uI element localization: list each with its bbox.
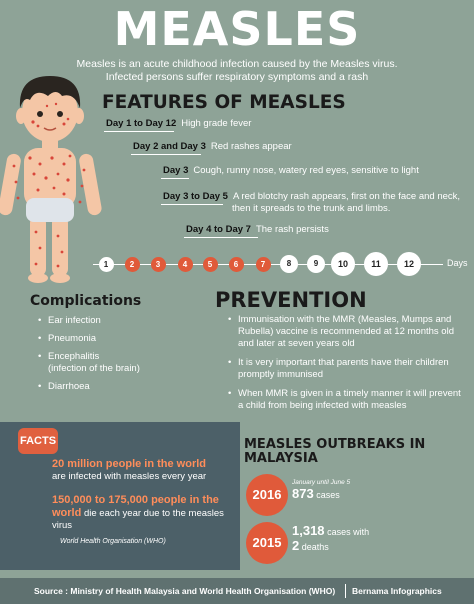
- footer-source: Source : Ministry of Health Malaysia and World Health Organisation (WHO): [34, 586, 336, 596]
- feature-text: Cough, runny nose, watery red eyes, sensitive to light: [193, 165, 419, 176]
- feature-day: Day 4 to Day 7: [186, 224, 251, 235]
- page-title: MEASLES: [113, 2, 361, 56]
- outbreak-count: 873: [292, 486, 314, 501]
- feature-line: [104, 131, 174, 132]
- footer: [0, 578, 474, 604]
- feature-day: Day 3 to Day 5: [163, 191, 228, 202]
- fact-highlight: world: [52, 507, 82, 519]
- feature-line: [161, 178, 189, 179]
- complications-title: Complications: [30, 293, 142, 309]
- year-badge-2016: 2016: [246, 474, 288, 516]
- feature-text: Red rashes appear: [210, 141, 292, 152]
- list-item: • Diarrhoea: [38, 381, 208, 393]
- timeline-day-7: 7: [256, 257, 271, 272]
- timeline-day-2: 2: [125, 257, 140, 272]
- list-item: • When MMR is given in a timely manner it will prevent a child from being infected with measles: [228, 388, 464, 412]
- outbreak-unit: cases with: [327, 527, 370, 537]
- fact-item: [52, 458, 232, 483]
- timeline-day-6: 6: [229, 257, 244, 272]
- fact-text: are infected with measles every year: [52, 471, 207, 482]
- list-item: • Encephalitis: [38, 351, 208, 363]
- fact-highlight: 20 million people in the world: [52, 458, 207, 470]
- fact-text: die each year due to the measles virus: [52, 508, 224, 531]
- feature-row: [133, 141, 292, 152]
- facts-badge: FACTS: [18, 428, 58, 454]
- days-label: Days: [447, 258, 468, 268]
- complications-list: [38, 315, 208, 393]
- fact-highlight: 150,000 to 175,000 people in the: [52, 494, 219, 506]
- list-item: • It is very important that parents have their children promptly immunised: [228, 357, 464, 381]
- timeline-day-4: 4: [178, 257, 193, 272]
- feature-day: Day 1 to Day 12: [106, 118, 177, 129]
- list-item: • Immunisation with the MMR (Measles, Mumps and Rubella) vaccine is recommended at 12 months old and later at seven years old: [228, 314, 464, 350]
- outbreak-note: January until June 5: [292, 479, 351, 486]
- timeline-day-1: 1: [99, 257, 114, 272]
- outbreak-count: 1,318: [292, 523, 325, 538]
- timeline-day-9: 9: [307, 255, 325, 273]
- feature-text: then it spreads to the trunk and limbs.: [232, 203, 391, 214]
- feature-row: [163, 191, 460, 202]
- features-title: FEATURES OF MEASLES: [102, 92, 346, 113]
- outbreak-deaths: 2: [292, 538, 300, 553]
- timeline-day-11: 11: [364, 252, 388, 276]
- timeline-day-12: 12: [397, 252, 421, 276]
- footer-divider: [345, 584, 346, 598]
- feature-line: [131, 154, 201, 155]
- feature-line: [184, 237, 258, 238]
- feature-text: The rash persists: [255, 224, 329, 235]
- child-illustration: [0, 66, 104, 292]
- year-badge-2015: 2015: [246, 522, 288, 564]
- feature-row: [106, 118, 251, 129]
- outbreak-deaths-unit: deaths: [301, 542, 329, 552]
- child-figure: [0, 76, 103, 283]
- timeline-day-3: 3: [151, 257, 166, 272]
- feature-line: [161, 204, 223, 205]
- prevention-list: [228, 314, 464, 419]
- timeline-day-5: 5: [203, 257, 218, 272]
- list-item-note: (infection of the brain): [48, 363, 140, 374]
- feature-row: [186, 224, 329, 235]
- fact-item: [52, 494, 232, 532]
- timeline-day-8: 8: [280, 255, 298, 273]
- footer-credit: Bernama Infographics: [352, 586, 442, 596]
- outbreak-stat-2016: [292, 478, 462, 502]
- feature-day: Day 2 and Day 3: [133, 141, 206, 152]
- feature-text: A red blotchy rash appears, first on the face and neck,: [232, 191, 461, 202]
- feature-row: [163, 165, 419, 176]
- feature-row-continued: [232, 203, 390, 214]
- intro-text: Measles is an acute childhood infection caused by the Measles virus. Infected persons suffer respiratory symptoms and a rash: [76, 58, 398, 83]
- outbreak-stat-2015: [292, 524, 462, 554]
- timeline-day-10: 10: [331, 252, 355, 276]
- feature-text: High grade fever: [181, 118, 252, 129]
- facts-source: World Health Organisation (WHO): [60, 538, 166, 545]
- outbreak-unit: cases: [316, 490, 340, 500]
- outbreaks-title: MEASLES OUTBREAKS IN MALAYSIA: [244, 437, 426, 466]
- prevention-title: PREVENTION: [215, 288, 367, 312]
- list-item: • Pneumonia: [38, 333, 208, 345]
- list-item: • Ear infection: [38, 315, 208, 327]
- feature-day: Day 3: [163, 165, 189, 176]
